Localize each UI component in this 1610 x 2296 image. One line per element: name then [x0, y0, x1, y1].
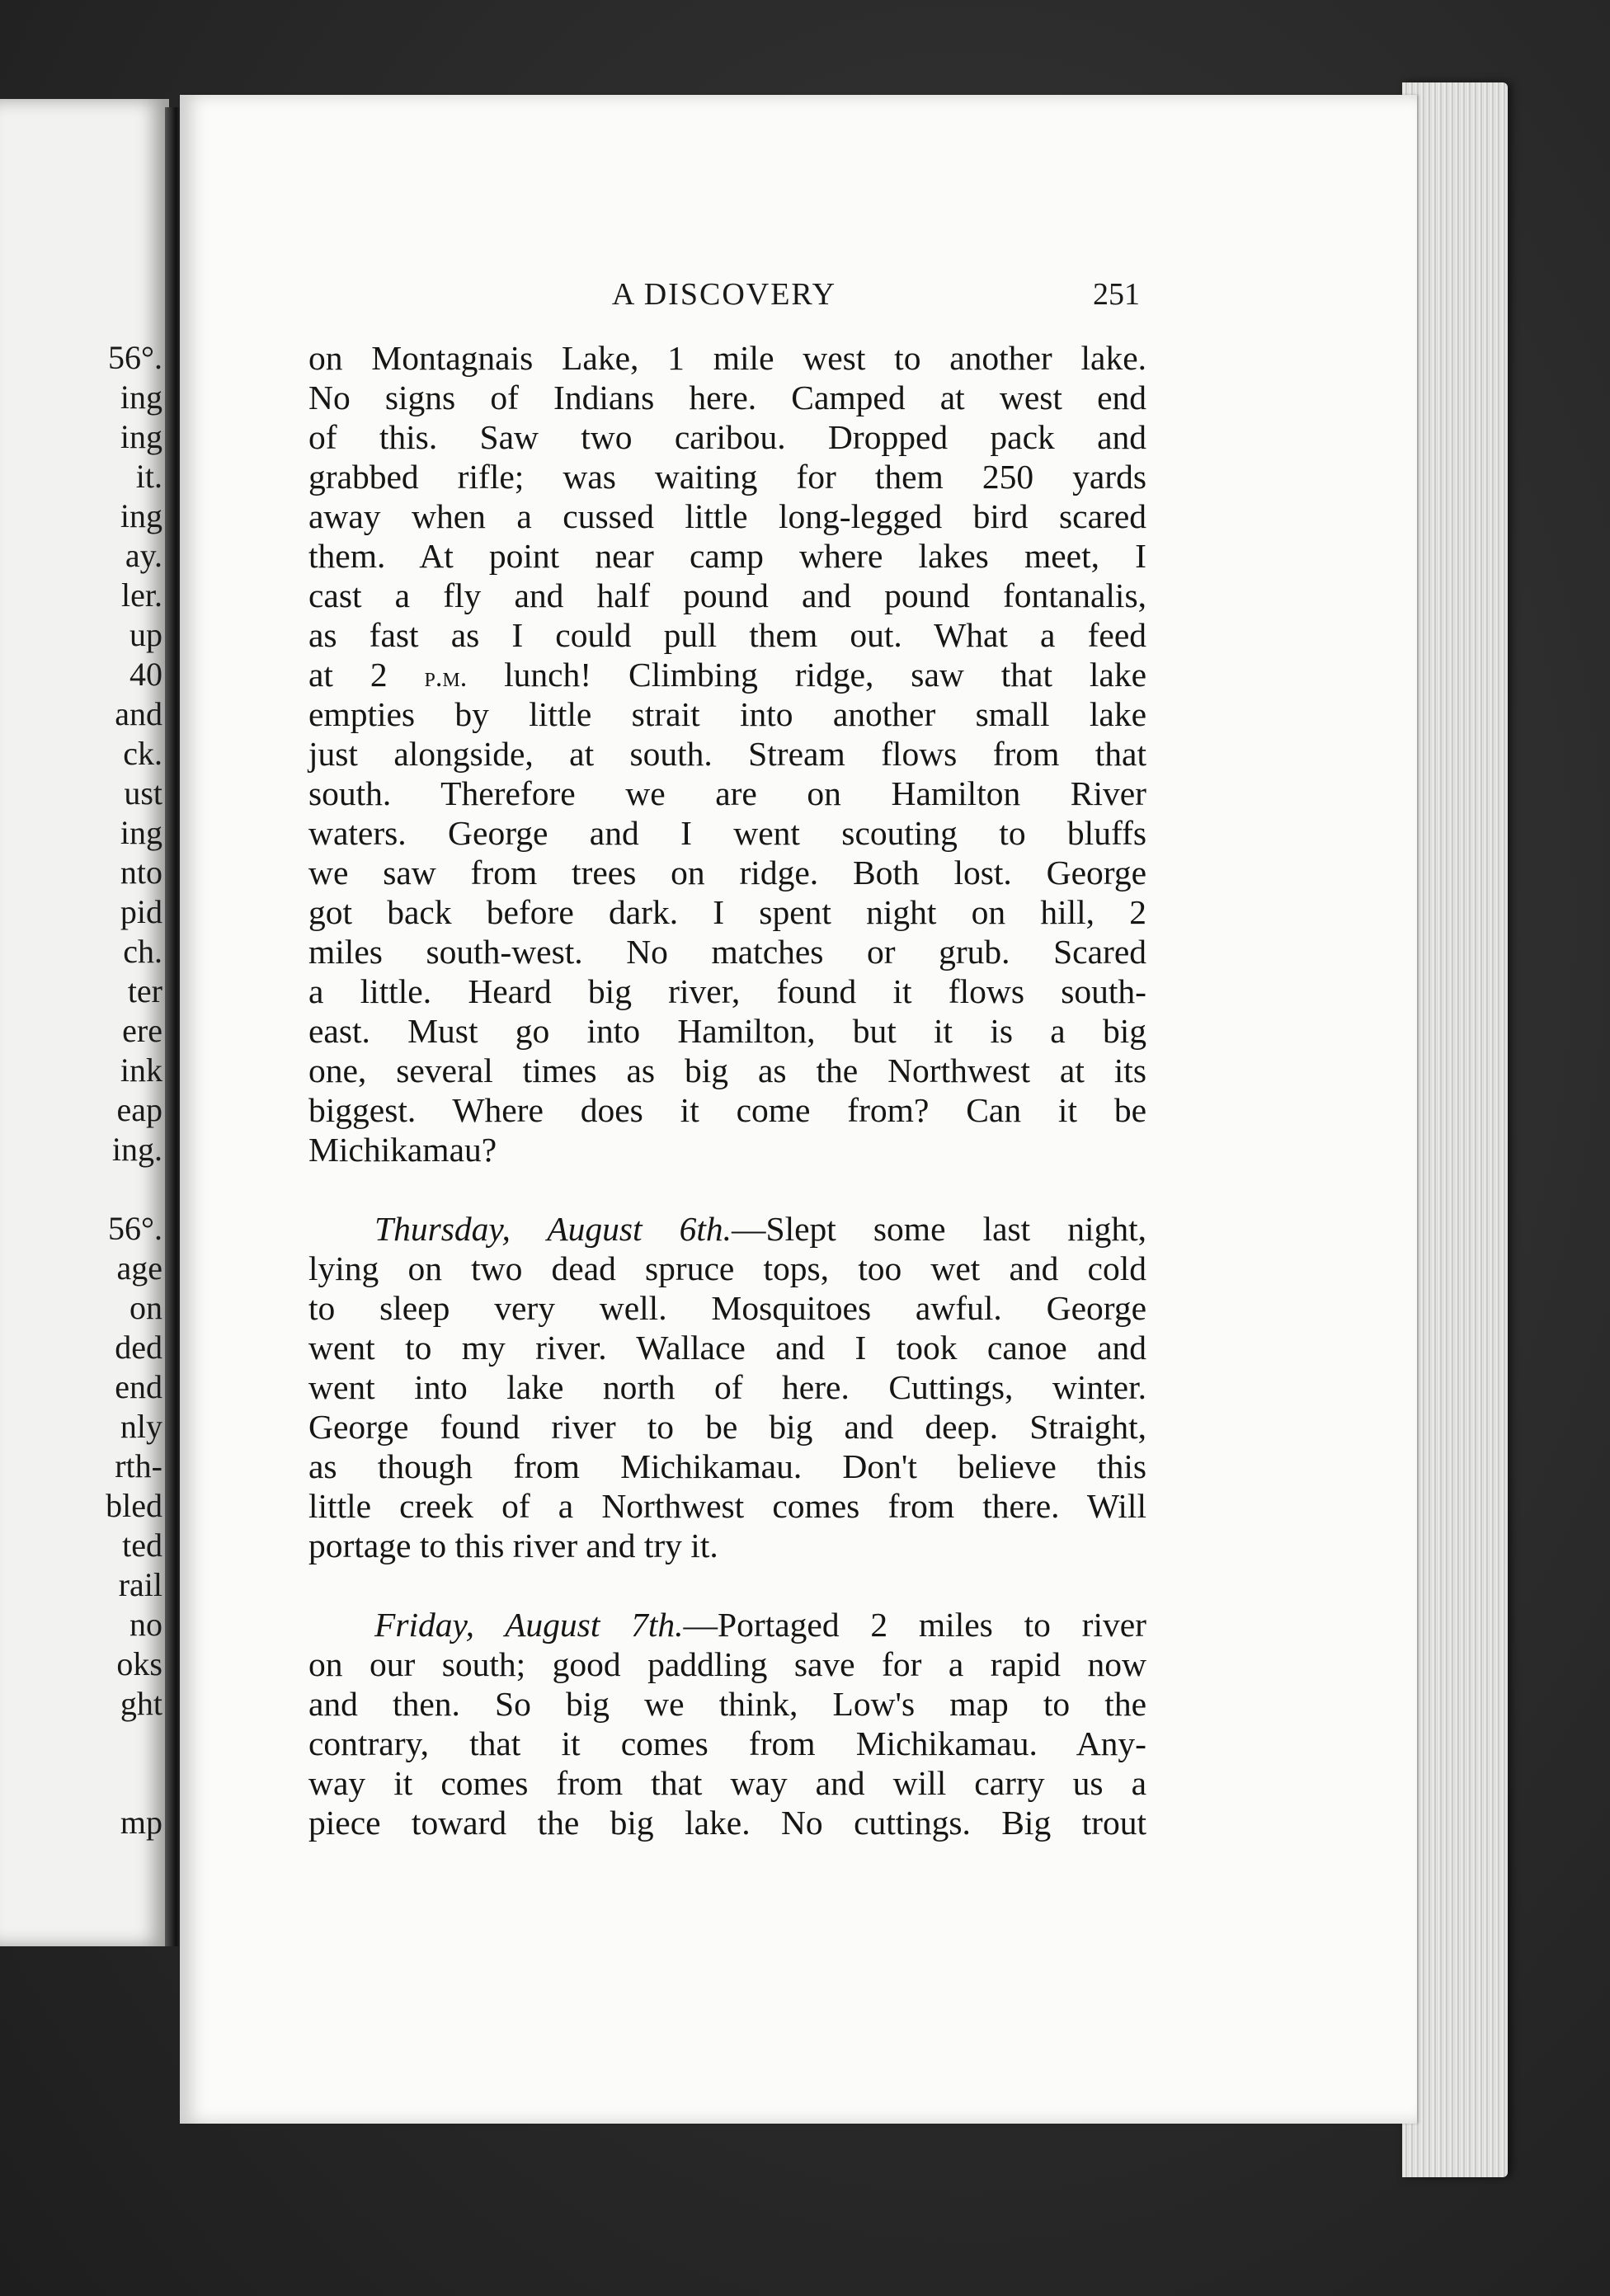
left-page-fragment: mp: [120, 1804, 162, 1841]
left-page-fragment: on: [129, 1289, 162, 1326]
text-line: miles south-west. No matches or grub. Scared: [308, 933, 1146, 971]
paragraph-1: [308, 338, 1146, 1169]
left-page-fragment: ded: [115, 1329, 162, 1366]
facing-page-left: [0, 99, 169, 1946]
left-page-fragment: 40: [129, 656, 162, 693]
left-page-fragment: ay.: [125, 537, 162, 574]
left-page-fragment: age: [116, 1249, 162, 1287]
text-line: portage to this river and try it.: [308, 1527, 718, 1564]
text-line: [308, 1605, 1146, 1644]
left-page-fragment: ing: [120, 418, 162, 455]
text-run: at 2: [308, 656, 425, 694]
left-page-fragment: ght: [120, 1685, 162, 1722]
text-run: —Portaged 2 miles to river: [683, 1606, 1146, 1644]
text-line: George found river to be big and deep. Straight,: [308, 1408, 1146, 1446]
text-line: got back before dark. I spent night on hill, 2: [308, 893, 1146, 931]
entry-date: Thursday, August 6th.: [374, 1210, 732, 1248]
text-line: No signs of Indians here. Camped at west end: [308, 379, 1146, 416]
text-line: on Montagnais Lake, 1 mile west to another lake.: [308, 339, 1146, 377]
text-line: empties by little strait into another small lake: [308, 695, 1146, 733]
text-line: Michikamau?: [308, 1131, 497, 1169]
text-line: way it comes from that way and will carry us a: [308, 1764, 1146, 1802]
running-title: A DISCOVERY: [611, 277, 837, 312]
text-line: south. Therefore we are on Hamilton River: [308, 774, 1146, 812]
text-line: [308, 1209, 1146, 1249]
left-page-fragment: ch.: [123, 933, 162, 970]
page-block-edges: [1402, 82, 1508, 2177]
body-text: [308, 338, 1146, 1842]
left-page-fragment: eap: [116, 1091, 162, 1128]
page-number: 251: [1093, 277, 1140, 312]
left-page-fragment: bled: [106, 1487, 162, 1524]
text-line: on our south; good paddling save for a rapid now: [308, 1645, 1146, 1683]
text-line: just alongside, at south. Stream flows from that: [308, 735, 1146, 773]
left-page-fragment: up: [129, 616, 162, 653]
left-page-fragment: 56°.: [108, 339, 162, 376]
text-line: went into lake north of here. Cuttings, winter.: [308, 1368, 1146, 1406]
text-line: away when a cussed little long-legged bird scared: [308, 497, 1146, 535]
left-page-fragment: ere: [122, 1012, 162, 1049]
text-line: as fast as I could pull them out. What a feed: [308, 616, 1146, 654]
left-page-fragment: ck.: [123, 735, 162, 772]
left-page-fragment: ing: [120, 379, 162, 416]
text-line: grabbed rifle; was waiting for them 250 yards: [308, 458, 1146, 496]
left-page-fragment: no: [129, 1606, 162, 1643]
left-page-fragment: ink: [120, 1052, 162, 1089]
paragraph-2: [308, 1209, 1146, 1565]
left-page-fragment: 56°.: [108, 1210, 162, 1247]
text-line: little creek of a Northwest comes from there. Will: [308, 1487, 1146, 1525]
left-page-fragment: end: [115, 1368, 162, 1405]
text-line: and then. So big we think, Low's map to the: [308, 1685, 1146, 1723]
left-page-fragment: oks: [116, 1645, 162, 1682]
entry-date: Friday, August 7th.: [374, 1606, 684, 1644]
running-head: [308, 276, 1140, 316]
left-page-fragment: rail: [118, 1566, 162, 1603]
time-abbrev: p.m.: [424, 662, 468, 693]
text-line: biggest. Where does it come from? Can it be: [308, 1091, 1146, 1129]
left-page-fragment: ter: [127, 972, 162, 1009]
text-line: them. At point near camp where lakes meet, I: [308, 537, 1146, 575]
left-page-fragment: ted: [122, 1527, 162, 1564]
text-line: [308, 655, 1146, 694]
left-page-fragment: and: [115, 695, 162, 732]
left-page-fragment: rth-: [115, 1447, 162, 1484]
text-line: cast a fly and half pound and pound fontanalis,: [308, 576, 1146, 614]
text-run: —Slept some last night,: [732, 1210, 1146, 1248]
text-line: east. Must go into Hamilton, but it is a big: [308, 1012, 1146, 1050]
text-line: contrary, that it comes from Michikamau. Any-: [308, 1724, 1146, 1762]
text-line: piece toward the big lake. No cuttings. Big trout: [308, 1804, 1146, 1842]
left-page-fragment: ler.: [121, 576, 162, 614]
text-run: lunch! Climbing ridge, saw that lake: [467, 656, 1146, 694]
left-page-fragment: it.: [135, 458, 162, 495]
left-page-fragment: ust: [124, 774, 162, 812]
left-page-fragment: ing: [120, 497, 162, 534]
text-line: as though from Michikamau. Don't believe this: [308, 1447, 1146, 1485]
text-line: waters. George and I went scouting to bluffs: [308, 814, 1146, 852]
text-line: one, several times as big as the Northwest at its: [308, 1052, 1146, 1089]
paragraph-3: [308, 1605, 1146, 1842]
left-page-fragment: nto: [120, 854, 162, 891]
text-line: lying on two dead spruce tops, too wet and cold: [308, 1249, 1146, 1287]
left-page-fragment: pid: [120, 893, 162, 930]
left-page-fragment: nly: [120, 1408, 162, 1445]
left-page-fragment: ing.: [111, 1131, 162, 1168]
left-page-fragment: ing: [120, 814, 162, 851]
text-line: we saw from trees on ridge. Both lost. George: [308, 854, 1146, 892]
text-line: a little. Heard big river, found it flows south-: [308, 972, 1146, 1010]
text-line: to sleep very well. Mosquitoes awful. George: [308, 1289, 1146, 1327]
text-line: went to my river. Wallace and I took canoe and: [308, 1329, 1146, 1367]
text-line: of this. Saw two caribou. Dropped pack and: [308, 418, 1146, 456]
